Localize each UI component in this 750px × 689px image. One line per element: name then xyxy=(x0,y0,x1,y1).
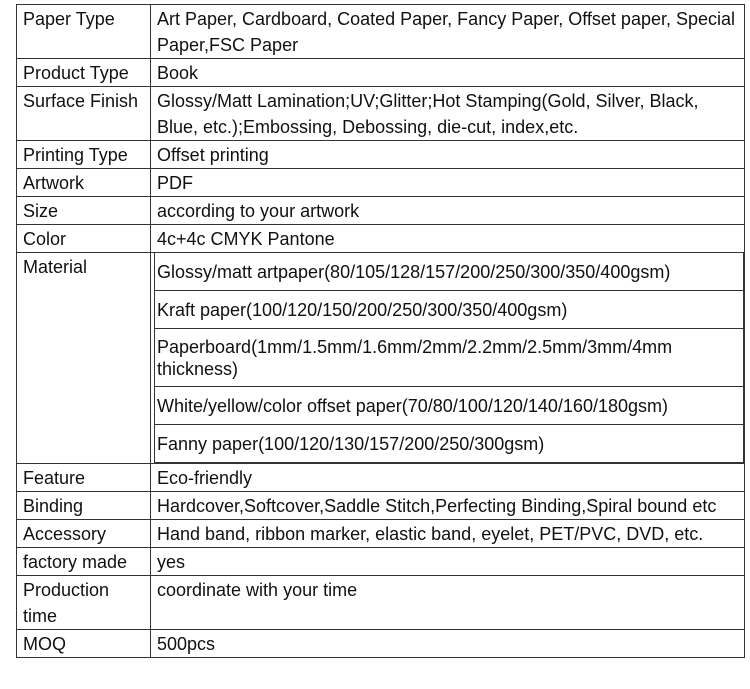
table-row xyxy=(17,464,745,492)
material-cell xyxy=(151,253,745,464)
row-label: Printing Type xyxy=(17,141,151,169)
material-item: Paperboard(1mm/1.5mm/1.6mm/2mm/2.2mm/2.5mm/3mm/4mm thickness) xyxy=(155,329,744,387)
material-item: Glossy/matt artpaper(80/105/128/157/200/250/300/350/400gsm) xyxy=(155,253,744,291)
table-row xyxy=(17,576,745,630)
row-value: Hand band, ribbon marker, elastic band, eyelet, PET/PVC, DVD, etc. xyxy=(151,520,745,548)
product-spec-table xyxy=(16,4,745,658)
row-value: Eco-friendly xyxy=(151,464,745,492)
row-label: Product Type xyxy=(17,59,151,87)
row-value: Glossy/Matt Lamination;UV;Glitter;Hot Stamping(Gold, Silver, Black, Blue, etc.);Embossing, Debossing, die-cut, index,etc. xyxy=(151,87,745,141)
row-label: Artwork xyxy=(17,169,151,197)
row-label: Binding xyxy=(17,492,151,520)
material-item-row xyxy=(155,253,744,291)
row-value: coordinate with your time xyxy=(151,576,745,630)
table-row xyxy=(17,87,745,141)
material-item-row xyxy=(155,329,744,387)
material-row xyxy=(17,253,745,464)
material-item-row xyxy=(155,425,744,463)
row-value: Offset printing xyxy=(151,141,745,169)
row-value: according to your artwork xyxy=(151,197,745,225)
row-label: Material xyxy=(17,253,151,464)
material-subtable xyxy=(154,252,744,463)
material-item-row xyxy=(155,291,744,329)
table-row xyxy=(17,59,745,87)
material-item: Fanny paper(100/120/130/157/200/250/300gsm) xyxy=(155,425,744,463)
row-value: 4c+4c CMYK Pantone xyxy=(151,225,745,253)
row-label: factory made xyxy=(17,548,151,576)
table-row xyxy=(17,492,745,520)
row-label: Paper Type xyxy=(17,5,151,59)
table-row xyxy=(17,169,745,197)
material-item-row xyxy=(155,387,744,425)
row-label: MOQ xyxy=(17,630,151,658)
row-value: 500pcs xyxy=(151,630,745,658)
row-value: Book xyxy=(151,59,745,87)
table-row xyxy=(17,197,745,225)
material-item: Kraft paper(100/120/150/200/250/300/350/400gsm) xyxy=(155,291,744,329)
table-row xyxy=(17,141,745,169)
row-value: yes xyxy=(151,548,745,576)
row-label: Color xyxy=(17,225,151,253)
row-value: Hardcover,Softcover,Saddle Stitch,Perfecting Binding,Spiral bound etc xyxy=(151,492,745,520)
row-label: Production time xyxy=(17,576,151,630)
row-label: Feature xyxy=(17,464,151,492)
row-label: Size xyxy=(17,197,151,225)
row-value: Art Paper, Cardboard, Coated Paper, Fancy Paper, Offset paper, Special Paper,FSC Paper xyxy=(151,5,745,59)
material-item: White/yellow/color offset paper(70/80/100/120/140/160/180gsm) xyxy=(155,387,744,425)
row-value: PDF xyxy=(151,169,745,197)
table-row xyxy=(17,5,745,59)
row-label: Surface Finish xyxy=(17,87,151,141)
table-row xyxy=(17,630,745,658)
table-row xyxy=(17,548,745,576)
row-label: Accessory xyxy=(17,520,151,548)
table-row xyxy=(17,225,745,253)
table-row xyxy=(17,520,745,548)
